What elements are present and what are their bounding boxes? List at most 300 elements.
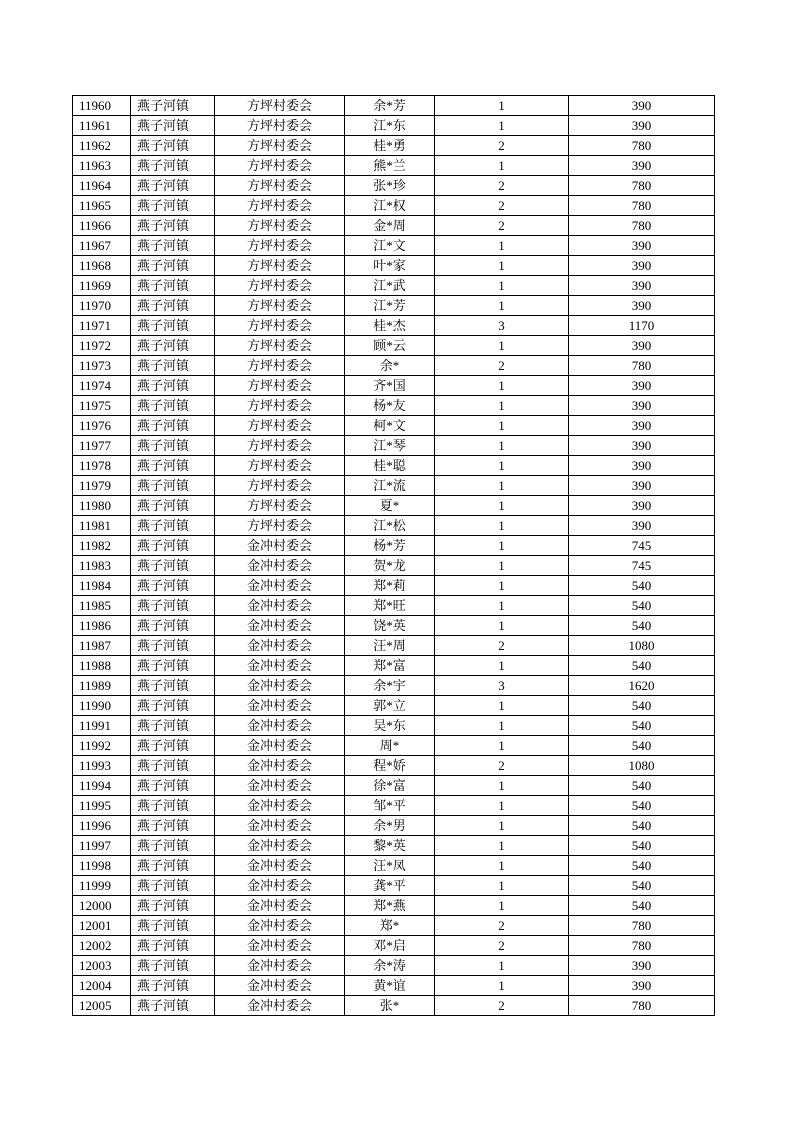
cell-amount: 540 [569, 856, 715, 876]
cell-village: 金冲村委会 [215, 796, 345, 816]
cell-village: 金冲村委会 [215, 896, 345, 916]
cell-town: 燕子河镇 [131, 356, 215, 376]
cell-amount: 540 [569, 616, 715, 636]
cell-town: 燕子河镇 [131, 756, 215, 776]
cell-serial-number: 12002 [73, 936, 131, 956]
cell-count: 1 [435, 556, 569, 576]
cell-name: 江*东 [345, 116, 435, 136]
cell-amount: 390 [569, 256, 715, 276]
cell-village: 金冲村委会 [215, 556, 345, 576]
cell-name: 夏* [345, 496, 435, 516]
cell-name: 饶*英 [345, 616, 435, 636]
cell-count: 1 [435, 256, 569, 276]
cell-town: 燕子河镇 [131, 256, 215, 276]
cell-name: 余*宇 [345, 676, 435, 696]
cell-town: 燕子河镇 [131, 216, 215, 236]
cell-town: 燕子河镇 [131, 896, 215, 916]
cell-amount: 540 [569, 896, 715, 916]
table-row [73, 296, 715, 316]
cell-town: 燕子河镇 [131, 176, 215, 196]
table-row [73, 796, 715, 816]
cell-amount: 1080 [569, 756, 715, 776]
table-row [73, 716, 715, 736]
cell-village: 方坪村委会 [215, 496, 345, 516]
cell-amount: 780 [569, 356, 715, 376]
cell-serial-number: 11988 [73, 656, 131, 676]
cell-count: 2 [435, 996, 569, 1016]
cell-village: 方坪村委会 [215, 336, 345, 356]
cell-amount: 540 [569, 656, 715, 676]
cell-count: 1 [435, 616, 569, 636]
cell-name: 张*珍 [345, 176, 435, 196]
cell-name: 叶*家 [345, 256, 435, 276]
cell-name: 顾*云 [345, 336, 435, 356]
cell-count: 2 [435, 936, 569, 956]
cell-town: 燕子河镇 [131, 676, 215, 696]
cell-town: 燕子河镇 [131, 936, 215, 956]
cell-serial-number: 11975 [73, 396, 131, 416]
cell-amount: 780 [569, 196, 715, 216]
cell-amount: 745 [569, 536, 715, 556]
cell-village: 金冲村委会 [215, 736, 345, 756]
cell-amount: 780 [569, 996, 715, 1016]
cell-town: 燕子河镇 [131, 636, 215, 656]
table-row [73, 996, 715, 1016]
cell-serial-number: 11976 [73, 416, 131, 436]
cell-name: 桂*勇 [345, 136, 435, 156]
cell-village: 方坪村委会 [215, 176, 345, 196]
cell-town: 燕子河镇 [131, 576, 215, 596]
cell-serial-number: 11960 [73, 96, 131, 116]
cell-amount: 390 [569, 156, 715, 176]
cell-serial-number: 11967 [73, 236, 131, 256]
cell-name: 周* [345, 736, 435, 756]
table-row [73, 96, 715, 116]
cell-village: 方坪村委会 [215, 476, 345, 496]
cell-village: 金冲村委会 [215, 596, 345, 616]
cell-count: 1 [435, 336, 569, 356]
cell-town: 燕子河镇 [131, 956, 215, 976]
cell-name: 郑* [345, 916, 435, 936]
table-row [73, 116, 715, 136]
cell-count: 1 [435, 696, 569, 716]
cell-name: 汪*凤 [345, 856, 435, 876]
cell-town: 燕子河镇 [131, 976, 215, 996]
table-row [73, 556, 715, 576]
table-row [73, 276, 715, 296]
cell-village: 方坪村委会 [215, 316, 345, 336]
cell-count: 1 [435, 436, 569, 456]
cell-serial-number: 11983 [73, 556, 131, 576]
cell-town: 燕子河镇 [131, 196, 215, 216]
cell-village: 金冲村委会 [215, 716, 345, 736]
cell-town: 燕子河镇 [131, 996, 215, 1016]
cell-amount: 390 [569, 276, 715, 296]
cell-town: 燕子河镇 [131, 276, 215, 296]
cell-village: 金冲村委会 [215, 636, 345, 656]
cell-amount: 780 [569, 936, 715, 956]
cell-village: 方坪村委会 [215, 356, 345, 376]
cell-village: 金冲村委会 [215, 836, 345, 856]
cell-name: 郑*莉 [345, 576, 435, 596]
table-row [73, 316, 715, 336]
cell-town: 燕子河镇 [131, 436, 215, 456]
cell-serial-number: 11980 [73, 496, 131, 516]
cell-name: 江*武 [345, 276, 435, 296]
cell-name: 杨*芳 [345, 536, 435, 556]
cell-name: 江*松 [345, 516, 435, 536]
cell-amount: 390 [569, 976, 715, 996]
table-body [73, 96, 715, 1016]
cell-count: 1 [435, 836, 569, 856]
cell-count: 1 [435, 456, 569, 476]
cell-town: 燕子河镇 [131, 496, 215, 516]
table-row [73, 176, 715, 196]
cell-serial-number: 11966 [73, 216, 131, 236]
cell-count: 1 [435, 236, 569, 256]
cell-amount: 780 [569, 136, 715, 156]
cell-count: 1 [435, 856, 569, 876]
cell-name: 郑*旺 [345, 596, 435, 616]
cell-amount: 780 [569, 216, 715, 236]
cell-serial-number: 11968 [73, 256, 131, 276]
table-row [73, 656, 715, 676]
table-row [73, 976, 715, 996]
cell-town: 燕子河镇 [131, 536, 215, 556]
cell-amount: 540 [569, 576, 715, 596]
cell-name: 熊*兰 [345, 156, 435, 176]
cell-count: 1 [435, 116, 569, 136]
table-row [73, 856, 715, 876]
cell-village: 金冲村委会 [215, 976, 345, 996]
cell-count: 1 [435, 296, 569, 316]
cell-count: 2 [435, 356, 569, 376]
cell-village: 金冲村委会 [215, 616, 345, 636]
cell-serial-number: 11998 [73, 856, 131, 876]
cell-count: 1 [435, 816, 569, 836]
cell-count: 1 [435, 276, 569, 296]
cell-name: 江*权 [345, 196, 435, 216]
cell-name: 程*娇 [345, 756, 435, 776]
cell-serial-number: 11961 [73, 116, 131, 136]
cell-name: 吴*东 [345, 716, 435, 736]
cell-count: 1 [435, 516, 569, 536]
table-row [73, 816, 715, 836]
cell-serial-number: 11996 [73, 816, 131, 836]
cell-serial-number: 11986 [73, 616, 131, 636]
cell-count: 2 [435, 136, 569, 156]
cell-amount: 540 [569, 876, 715, 896]
cell-town: 燕子河镇 [131, 856, 215, 876]
cell-serial-number: 11987 [73, 636, 131, 656]
table-row [73, 356, 715, 376]
cell-village: 方坪村委会 [215, 376, 345, 396]
cell-count: 2 [435, 756, 569, 776]
cell-village: 方坪村委会 [215, 416, 345, 436]
cell-count: 1 [435, 736, 569, 756]
cell-serial-number: 11978 [73, 456, 131, 476]
cell-serial-number: 11997 [73, 836, 131, 856]
cell-count: 1 [435, 976, 569, 996]
cell-name: 徐*富 [345, 776, 435, 796]
cell-count: 1 [435, 876, 569, 896]
cell-amount: 390 [569, 416, 715, 436]
cell-village: 方坪村委会 [215, 116, 345, 136]
cell-town: 燕子河镇 [131, 796, 215, 816]
cell-count: 1 [435, 496, 569, 516]
cell-amount: 390 [569, 296, 715, 316]
cell-village: 金冲村委会 [215, 916, 345, 936]
table-row [73, 956, 715, 976]
cell-count: 3 [435, 676, 569, 696]
cell-amount: 540 [569, 736, 715, 756]
cell-name: 汪*周 [345, 636, 435, 656]
table-row [73, 756, 715, 776]
cell-count: 2 [435, 916, 569, 936]
cell-village: 方坪村委会 [215, 96, 345, 116]
cell-name: 江*流 [345, 476, 435, 496]
cell-village: 金冲村委会 [215, 536, 345, 556]
cell-village: 金冲村委会 [215, 656, 345, 676]
cell-serial-number: 11981 [73, 516, 131, 536]
table-row [73, 836, 715, 856]
cell-count: 1 [435, 896, 569, 916]
cell-count: 2 [435, 216, 569, 236]
cell-serial-number: 11973 [73, 356, 131, 376]
cell-name: 江*琴 [345, 436, 435, 456]
cell-name: 余*涛 [345, 956, 435, 976]
table-row [73, 456, 715, 476]
cell-count: 1 [435, 796, 569, 816]
cell-name: 余*芳 [345, 96, 435, 116]
cell-town: 燕子河镇 [131, 696, 215, 716]
cell-village: 方坪村委会 [215, 196, 345, 216]
cell-serial-number: 11992 [73, 736, 131, 756]
cell-village: 金冲村委会 [215, 676, 345, 696]
cell-village: 金冲村委会 [215, 876, 345, 896]
table-row [73, 616, 715, 636]
cell-serial-number: 11990 [73, 696, 131, 716]
cell-count: 1 [435, 596, 569, 616]
cell-village: 方坪村委会 [215, 216, 345, 236]
cell-count: 1 [435, 956, 569, 976]
cell-amount: 390 [569, 396, 715, 416]
cell-serial-number: 11994 [73, 776, 131, 796]
cell-name: 江*文 [345, 236, 435, 256]
table-row [73, 596, 715, 616]
cell-village: 方坪村委会 [215, 296, 345, 316]
cell-name: 杨*友 [345, 396, 435, 416]
cell-name: 黎*英 [345, 836, 435, 856]
cell-town: 燕子河镇 [131, 516, 215, 536]
cell-count: 1 [435, 376, 569, 396]
table-row [73, 636, 715, 656]
cell-serial-number: 11977 [73, 436, 131, 456]
table-row [73, 416, 715, 436]
table-row [73, 776, 715, 796]
cell-town: 燕子河镇 [131, 336, 215, 356]
cell-name: 黄*谊 [345, 976, 435, 996]
cell-town: 燕子河镇 [131, 596, 215, 616]
cell-amount: 390 [569, 336, 715, 356]
table-row [73, 196, 715, 216]
table-row [73, 336, 715, 356]
cell-town: 燕子河镇 [131, 716, 215, 736]
cell-serial-number: 12001 [73, 916, 131, 936]
cell-serial-number: 11970 [73, 296, 131, 316]
cell-amount: 745 [569, 556, 715, 576]
cell-town: 燕子河镇 [131, 156, 215, 176]
cell-amount: 390 [569, 116, 715, 136]
cell-amount: 780 [569, 176, 715, 196]
cell-serial-number: 12005 [73, 996, 131, 1016]
cell-town: 燕子河镇 [131, 236, 215, 256]
cell-count: 1 [435, 716, 569, 736]
cell-village: 方坪村委会 [215, 456, 345, 476]
cell-village: 方坪村委会 [215, 276, 345, 296]
cell-amount: 780 [569, 916, 715, 936]
cell-amount: 390 [569, 496, 715, 516]
cell-town: 燕子河镇 [131, 656, 215, 676]
cell-serial-number: 11999 [73, 876, 131, 896]
cell-serial-number: 11979 [73, 476, 131, 496]
cell-name: 张* [345, 996, 435, 1016]
table-row [73, 696, 715, 716]
cell-name: 桂*聪 [345, 456, 435, 476]
cell-serial-number: 11984 [73, 576, 131, 596]
cell-village: 金冲村委会 [215, 576, 345, 596]
table-row [73, 896, 715, 916]
table-row [73, 216, 715, 236]
cell-name: 江*芳 [345, 296, 435, 316]
cell-serial-number: 11972 [73, 336, 131, 356]
cell-town: 燕子河镇 [131, 776, 215, 796]
cell-amount: 390 [569, 456, 715, 476]
cell-village: 金冲村委会 [215, 956, 345, 976]
cell-amount: 1620 [569, 676, 715, 696]
cell-village: 方坪村委会 [215, 516, 345, 536]
table-row [73, 496, 715, 516]
cell-serial-number: 11982 [73, 536, 131, 556]
cell-town: 燕子河镇 [131, 396, 215, 416]
cell-town: 燕子河镇 [131, 736, 215, 756]
cell-count: 1 [435, 576, 569, 596]
cell-amount: 540 [569, 836, 715, 856]
cell-village: 金冲村委会 [215, 996, 345, 1016]
cell-village: 方坪村委会 [215, 236, 345, 256]
cell-town: 燕子河镇 [131, 476, 215, 496]
table-row [73, 396, 715, 416]
table-row [73, 436, 715, 456]
table-row [73, 236, 715, 256]
table-row [73, 256, 715, 276]
cell-town: 燕子河镇 [131, 316, 215, 336]
cell-town: 燕子河镇 [131, 836, 215, 856]
table-row [73, 536, 715, 556]
cell-count: 1 [435, 536, 569, 556]
cell-name: 邓*启 [345, 936, 435, 956]
table-row [73, 136, 715, 156]
cell-serial-number: 11971 [73, 316, 131, 336]
cell-town: 燕子河镇 [131, 456, 215, 476]
cell-count: 2 [435, 636, 569, 656]
cell-serial-number: 11985 [73, 596, 131, 616]
cell-amount: 540 [569, 816, 715, 836]
cell-town: 燕子河镇 [131, 96, 215, 116]
cell-count: 2 [435, 176, 569, 196]
cell-name: 余* [345, 356, 435, 376]
cell-village: 金冲村委会 [215, 756, 345, 776]
cell-name: 龚*平 [345, 876, 435, 896]
cell-serial-number: 12004 [73, 976, 131, 996]
cell-amount: 390 [569, 956, 715, 976]
cell-count: 1 [435, 96, 569, 116]
cell-count: 2 [435, 196, 569, 216]
table-row [73, 936, 715, 956]
table-row [73, 576, 715, 596]
cell-village: 方坪村委会 [215, 156, 345, 176]
cell-amount: 540 [569, 796, 715, 816]
cell-serial-number: 12000 [73, 896, 131, 916]
cell-town: 燕子河镇 [131, 136, 215, 156]
table-row [73, 876, 715, 896]
cell-amount: 540 [569, 716, 715, 736]
cell-serial-number: 11962 [73, 136, 131, 156]
table-row [73, 736, 715, 756]
cell-town: 燕子河镇 [131, 616, 215, 636]
cell-town: 燕子河镇 [131, 916, 215, 936]
cell-town: 燕子河镇 [131, 816, 215, 836]
table-row [73, 676, 715, 696]
cell-amount: 1080 [569, 636, 715, 656]
cell-serial-number: 11993 [73, 756, 131, 776]
cell-village: 金冲村委会 [215, 696, 345, 716]
cell-village: 方坪村委会 [215, 136, 345, 156]
cell-count: 3 [435, 316, 569, 336]
cell-name: 郭*立 [345, 696, 435, 716]
cell-amount: 1170 [569, 316, 715, 336]
cell-name: 齐*国 [345, 376, 435, 396]
cell-amount: 540 [569, 776, 715, 796]
cell-village: 方坪村委会 [215, 256, 345, 276]
cell-serial-number: 11974 [73, 376, 131, 396]
table-row [73, 376, 715, 396]
cell-amount: 390 [569, 236, 715, 256]
cell-town: 燕子河镇 [131, 116, 215, 136]
cell-serial-number: 11995 [73, 796, 131, 816]
cell-town: 燕子河镇 [131, 876, 215, 896]
cell-serial-number: 11963 [73, 156, 131, 176]
cell-village: 金冲村委会 [215, 856, 345, 876]
cell-count: 1 [435, 656, 569, 676]
cell-village: 方坪村委会 [215, 436, 345, 456]
table-row [73, 156, 715, 176]
cell-amount: 540 [569, 596, 715, 616]
cell-town: 燕子河镇 [131, 296, 215, 316]
cell-serial-number: 11989 [73, 676, 131, 696]
cell-count: 1 [435, 396, 569, 416]
cell-name: 桂*杰 [345, 316, 435, 336]
cell-amount: 390 [569, 96, 715, 116]
table-row [73, 476, 715, 496]
cell-amount: 540 [569, 696, 715, 716]
cell-serial-number: 11969 [73, 276, 131, 296]
cell-amount: 390 [569, 436, 715, 456]
cell-amount: 390 [569, 476, 715, 496]
cell-name: 郑*富 [345, 656, 435, 676]
cell-serial-number: 11965 [73, 196, 131, 216]
cell-name: 贺*龙 [345, 556, 435, 576]
